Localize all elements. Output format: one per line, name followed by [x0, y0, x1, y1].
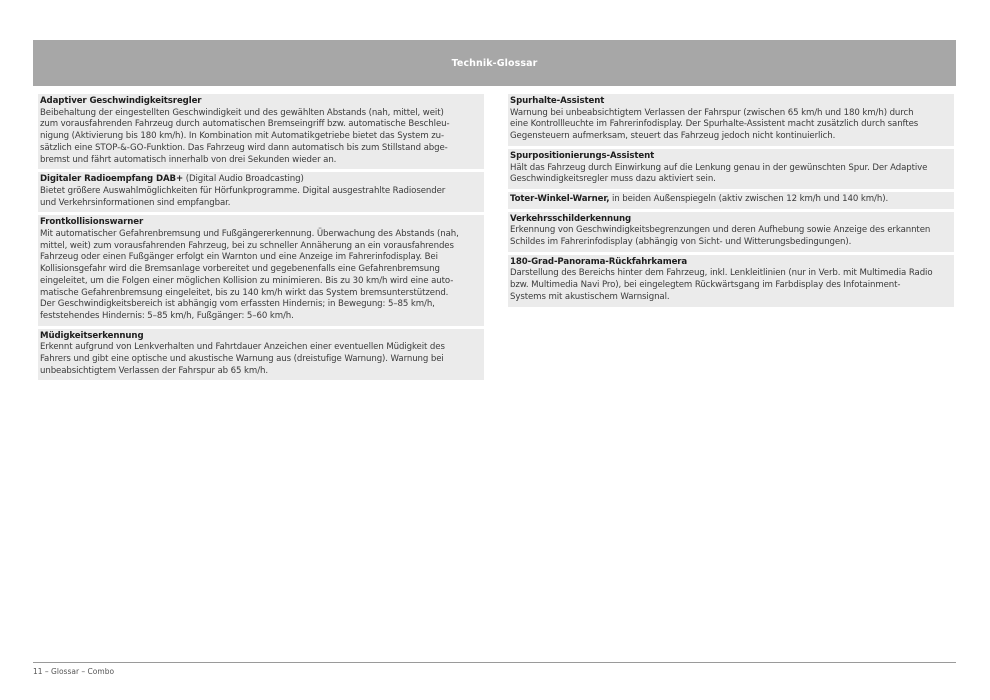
entry-line: Schildes im Fahrerinfodisplay (abhängig von Sicht- und Witterungsbedingungen). — [510, 237, 852, 248]
entry-title: Spurpositionierungs-Assistent — [510, 150, 655, 161]
entry-line: Bietet größere Auswahlmöglichkeiten für Hörfunkprogramme. Digital ausgestrahlte Radiosender — [40, 185, 446, 196]
entry-line: feststehendes Hindernis: 5–85 km/h, Fußgänger: 5–60 km/h. — [40, 310, 294, 321]
entry-line: Hält das Fahrzeug durch Einwirkung auf die Lenkung genau in der gewünschten Spur. Der Adaptive — [510, 162, 928, 173]
entry-line: Gegensteuern aufmerksam, steuert das Fahrzeug jedoch nicht kontinuierlich. — [510, 131, 836, 142]
entry-line: Erkennung von Geschwindigkeitsbegrenzungen und deren Aufhebung sowie Anzeige des erkannten — [510, 225, 931, 236]
entry-line: unbeabsichtigtem Verlassen der Fahrspur ab 65 km/h. — [40, 365, 268, 376]
entry-line: Fahrzeug oder einen Fußgänger erfolgt ein Warnton und eine Anzeige im Fahrerinfodisplay. Bei — [40, 252, 438, 263]
entry-line: mittel, weit) zum vorausfahrenden Fahrzeug, bei zu schneller Annäherung an ein vorausfahrendes — [40, 240, 454, 251]
glossary-entry-blind-spot — [508, 192, 954, 209]
entry-title: Frontkollisionswarner — [40, 217, 144, 228]
page-header — [33, 40, 956, 86]
glossary-entry-panorama-camera — [508, 255, 954, 307]
glossary-entry-lane-positioning — [508, 149, 954, 189]
glossary-right-column — [508, 94, 954, 310]
glossary-entry-front-collision — [38, 215, 484, 325]
entry-line: Beibehaltung der eingestellten Geschwindigkeit und des gewählten Abstands (nah, mittel, weit) — [40, 107, 444, 118]
entry-line: Mit automatischer Gefahrenbremsung und Fußgängererkennung. Überwachung des Abstands (nah, — [40, 229, 459, 240]
glossary-entry-lane-keeping — [508, 94, 954, 146]
entry-title: Digitaler Radioempfang DAB+ — [40, 174, 184, 185]
entry-line: bzw. Multimedia Navi Pro), bei eingelegtem Rückwärtsgang im Farbdisplay des Infotainment- — [510, 280, 901, 291]
entry-line: zum vorausfahrenden Fahrzeug durch automatischen Bremseingriff bzw. automatische Beschleu- — [40, 119, 450, 130]
entry-line: eine Kontrollleuchte im Fahrerinfodisplay. Der Spurhalte-Assistent macht zusätzlich durch sanftes — [510, 119, 919, 130]
entry-subtitle: in beiden Außenspiegeln (aktiv zwischen 12 km/h und 140 km/h). — [609, 193, 889, 204]
entry-line: und Verkehrsinformationen sind empfangbar. — [40, 197, 231, 208]
page-footer: 11 – Glossar – Combo — [33, 667, 115, 676]
glossary-left-column — [38, 94, 484, 383]
glossary-entry-traffic-sign — [508, 212, 954, 252]
entry-title: 180-Grad-Panorama-Rückfahrkamera — [510, 256, 688, 267]
entry-line: Systems mit akustischem Warnsignal. — [510, 291, 670, 302]
glossary-entry-dab-radio — [38, 172, 484, 212]
entry-title: Toter-Winkel-Warner, — [510, 193, 610, 204]
glossary-entry-fatigue-detection — [38, 329, 484, 381]
entry-line: Geschwindigkeitsregler muss dazu aktiviert sein. — [510, 174, 716, 185]
entry-title: Müdigkeitserkennung — [40, 330, 144, 341]
entry-line: Fahrers und gibt eine optische und akustische Warnung aus (dreistufige Warnung). Warnung bei — [40, 354, 444, 365]
entry-line: Warnung bei unbeabsichtigtem Verlassen der Fahrspur (zwischen 65 km/h und 180 km/h) durch — [510, 107, 914, 118]
entry-title: Verkehrsschilderkennung — [510, 213, 632, 224]
entry-line: Darstellung des Bereichs hinter dem Fahrzeug, inkl. Lenkleitlinien (nur in Verb. mit Multimedia Radio — [510, 268, 933, 279]
glossary-entry-adaptive-cruise — [38, 94, 484, 169]
entry-line: Kollisionsgefahr wird die Bremsanlage vorbereitet und gegebenenfalls eine Gefahrenbremsung — [40, 264, 440, 275]
page-title: Technik-Glossar — [451, 57, 538, 69]
entry-line: nigung (Aktivierung bis 180 km/h). In Kombination mit Automatikgetriebe bietet das System zu- — [40, 131, 445, 142]
entry-line: Erkennt aufgrund von Lenkverhalten und Fahrtdauer Anzeichen einer eventuellen Müdigkeit des — [40, 342, 445, 353]
entry-title: Spurhalte-Assistent — [510, 96, 605, 106]
entry-title: Adaptiver Geschwindigkeitsregler — [40, 96, 202, 106]
entry-line: Der Geschwindigkeitsbereich ist abhängig vom erfassten Hindernis; in Bewegung: 5–85 km/h, — [40, 299, 435, 310]
entry-line: sätzlich eine STOP-&-GO-Funktion. Das Fahrzeug wird dann automatisch bis zum Stillstand abge- — [40, 142, 448, 153]
entry-line: matische Gefahrenbremsung eingeleitet, bis zu 140 km/h wirkt das System bremsunterstützend. — [40, 287, 449, 298]
entry-line: bremst und fährt automatisch innerhalb von drei Sekunden wieder an. — [40, 154, 337, 165]
footer-divider — [33, 662, 956, 663]
entry-line: eingeleitet, um die Folgen einer möglichen Kollision zu minimieren. Bis zu 30 km/h wird eine auto- — [40, 275, 454, 286]
entry-subtitle: (Digital Audio Broadcasting) — [183, 174, 304, 185]
